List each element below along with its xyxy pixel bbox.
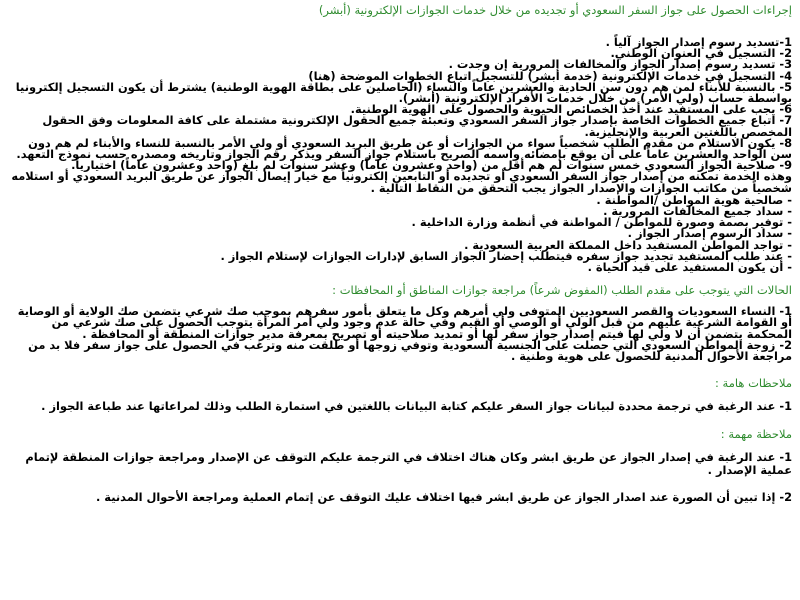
- condition-item-5: - تواجد المواطن المستفيد داخل المملكة العربية السعودية .: [464, 237, 792, 252]
- step-item-8: 8- يكون الاستلام من مقدم الطلب شخصياً سواء من الجوازات أو عن طريق البريد السعودي أو ولي الأمر بالنسبة للنساء والأبناء لم هم دون سن الواحد والعشرين عاماً على أن يوقع بإمضائه واسمه الصريح باستلام جواز السفر ويذكر رقم الجواز وتاريخه ومصدره حسب نموذج التعهد.: [16, 135, 792, 162]
- note-significant-item-2: 2- إذا تبين أن الصورة عند اصدار الجواز عن طريق ابشر فيها اختلاف عليك التوقف عن إتمام العملية ومراجعة الأحوال المدنية .: [96, 490, 792, 505]
- conditions-list: [6, 192, 792, 275]
- notes-significant-list: [6, 451, 792, 504]
- step-item-1: 1-تسديد رسوم إصدار الجواز آلياً .: [605, 35, 792, 49]
- cases-heading: الحالات التي يتوجب على مقدم الطلب (المفوض شرعاً) مراجعة جوازات المناطق أو المحافظات :: [332, 283, 792, 298]
- cases-list: [6, 306, 792, 362]
- page-title: إجراءات الحصول على جواز السفر السعودي أو تجديده من خلال خدمات الجوازات الإلكترونية (أبشر): [318, 3, 792, 17]
- condition-item-6: - عند طلب المستفيد تجديد جواز سفره فيتطلب إحضار الجواز السابق لإدارات الجوازات لإستلام الجواز .: [220, 248, 792, 263]
- note-important-item-1: 1- عند الرغبة في ترجمة محددة لبيانات جواز السفر عليكم كتابة البيانات باللغتين في استمارة الطلب وذلك لمراعاتها عند طباعة الجواز .: [41, 399, 792, 414]
- step-item-7: 7- اتباع جميع الخطوات الخاصة بإصدار جواز السفر السعودي وتعبئة جميع الحقول الإلكترونية مشتملة على كافة المعلومات وفق الحقول المخصص باللغتين العربية والإنجليزية.: [42, 113, 792, 139]
- step-item-2: 2- التسجيل في العنوان الوطني.: [610, 46, 792, 61]
- notes-important-heading: ملاحظات هامة :: [715, 376, 792, 391]
- step-item-3: 3- تسديد رسوم إصدار الجواز والمخالفات المرورية إن وجدت .: [448, 57, 792, 72]
- case-item-2: 2- زوجة المواطن السعودي التي حصلت على الجنسية السعودية وتوفي زوجها أو طلقت منه وترغب في الحصول على جواز سفر فلا بد من مراجعة الأحوال المدنية للحصول على هوية وطنية .: [28, 337, 792, 364]
- step-item-5: 5- بالنسبة للأبناء لمن هم دون سن الحادية والعشرين عاماً والنساء (الحاصلين على بطاقة الهوية الوطنية) يشترط أن يكون التسجيل إلكترونيا بواسطة حساب (ولي الأمر) من خلال خدمات الأفراد الإلكترونية (أبشر).: [15, 79, 792, 106]
- condition-item-7: - أن يكون المستفيد على قيد الحياة .: [587, 260, 792, 275]
- notes-significant-heading: ملاحظة مهمة :: [720, 427, 792, 442]
- spacer: [6, 477, 792, 491]
- notes-important-list: [6, 400, 792, 413]
- condition-item-2: - سداد جميع المخالفات المرورية .: [603, 204, 792, 219]
- condition-item-3: - توفير بصمة وصورة للمواطن / المواطنة في أنظمة وزارة الداخلية .: [411, 215, 792, 230]
- step-item-4: 4- التسجيل في خدمات الإلكترونية (خدمة أبشر) للتسجيل اتباع الخطوات الموضحة (هنا): [308, 68, 792, 83]
- step-item-6: 6- يجب على المستفيد عند أخذ الخصائص الحيوية والحصول على الهوية الوطنية.: [350, 102, 792, 117]
- step-10-intro: وهذه الخدمة تمكنه من إصدار جواز السفر السعودي أو تجديده أو التابعين إلكترونياً مع خيار إيصال الجواز عن طريق البريد السعودي أو استلامه شخصياً من مكاتب الجوازات والإصدار الجواز يجب التحقق من النقاط التالية .: [11, 169, 792, 195]
- note-significant-item-1: 1- عند الرغبة في إصدار الجواز عن طريق ابشر وكان هناك اختلاف في الترجمة عليكم التوقف عن الإصدار ومراجعة جوازات المنطقة لإتمام عملية الإصدار .: [25, 450, 792, 478]
- condition-item-4: - سداد الرسوم إصدار الجواز .: [627, 226, 792, 241]
- step-item-9: 9- صلاحية الجواز السعودي خمس سنوات لم هم أقل من (واحد وعشرون عاماً) وعشر سنوات لم بلغ (واحد وعشرون عاماً) اختيارياً.: [71, 158, 792, 173]
- case-item-1: 1- النساء السعوديات والقصر السعوديين المتوفى ولي أمرهم وكل ما يتعلق بأمور سفرهم بموجب صك شرعي يتضمن صك الولاية أو الوصاية أو القوامة الشرعية عليهم من قبل الولي أو الوصي أو القيم وفي حالة عدم وجود ولي أمر المرأة يتوجب الحصول على صك شرعي من المحكمة يتضمن أن لا ولي لها فيتم إصدار جواز سفر لها أو تمديد صلاحيته أو تصريح بمعرفة مدير جوازات المنطقة أو المحافظة .: [17, 304, 792, 341]
- condition-item-1: - صالحية هوية المواطن /المواطنة .: [596, 192, 792, 207]
- steps-list: [6, 37, 792, 194]
